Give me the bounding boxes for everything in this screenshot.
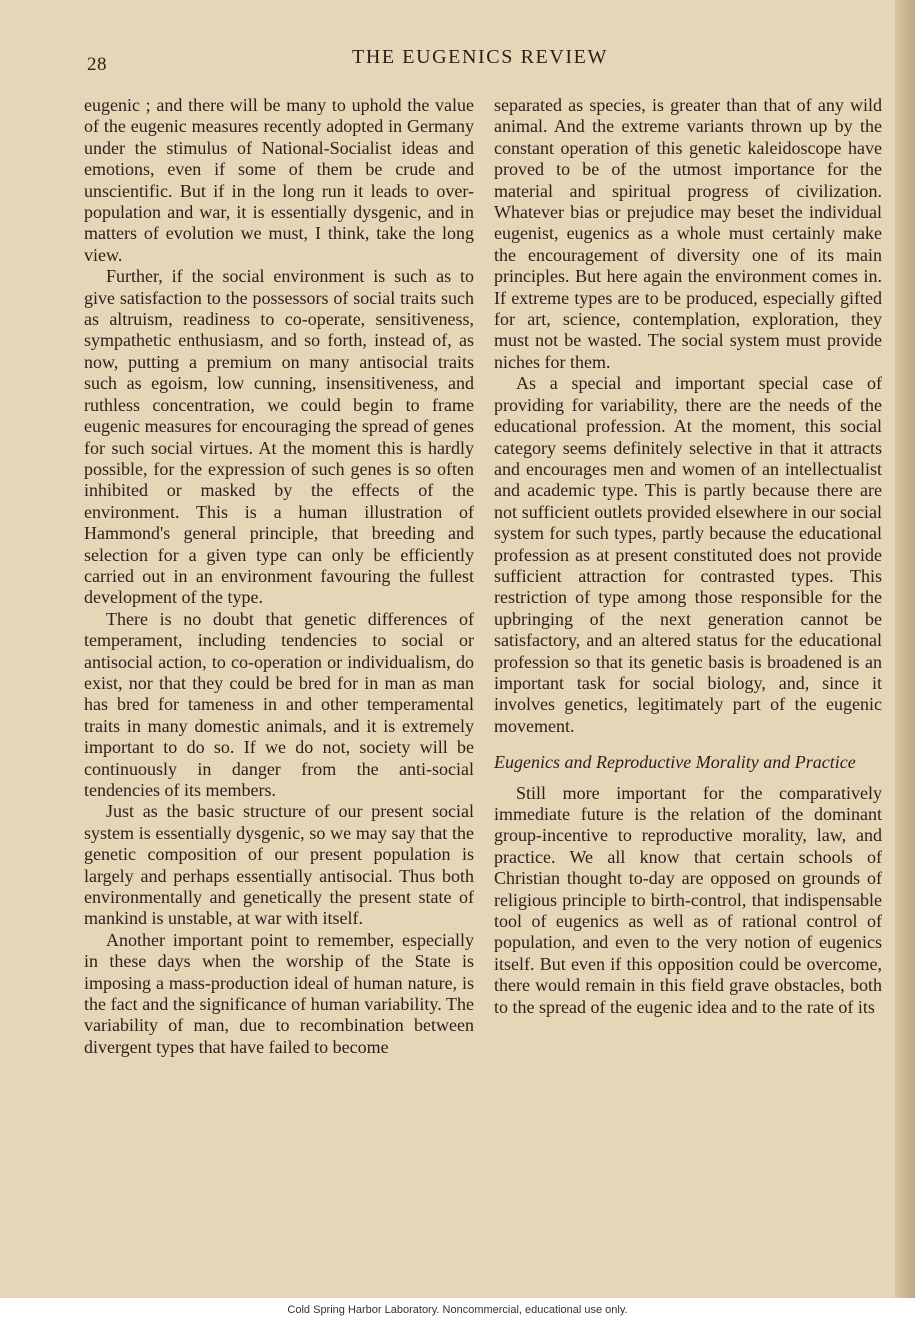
page-edge-shadow (895, 0, 915, 1298)
left-column (84, 95, 474, 1058)
paragraph: Still more important for the comparatively immediate future is the relation of the dominant group-incentive to reproductive morality, law, and practice. We all know that certain schools of Christian thought to-day are opposed on grounds of religious principle to birth-control, that indispensable tool of eugenics as well as of rational control of population, and even to the very notion of eugenics itself. But even if this opposition could be overcome, there would remain in this field grave obstacles, both to the spread of the eugenic idea and to the rate of its (494, 782, 882, 1017)
paragraph: separated as species, is greater than that of any wild animal. And the extreme variants thrown up by the constant operation of this genetic kaleidoscope have proved to be of the utmost importance for the material and spiritual progress of civilization. Whatever bias or prejudice may beset the individual eugenist, eugenics as a whole must certainly make the encouragement of diversity one of its main principles. But here again the environment comes in. If extreme types are to be produced, especially gifted for art, science, contemplation, exploration, they must not be wasted. The social system must provide niches for them. (494, 95, 882, 372)
running-head: THE EUGENICS REVIEW (352, 46, 608, 68)
paragraph: As a special and important special case of providing for variability, there are the needs of the educational profession. At the moment, this social category seems definitely selective in that it attracts and encourages men and women of an intellectualist and academic type. This is partly because there are not sufficient outlets provided elsewhere in our social system for such types, partly because the educational profession as at present constituted does not provide sufficient attraction for contrasted types. This restriction of type among those responsible for the upbringing of the next generation cannot be satisfactory, and an altered status for the educational profession so that its genetic basis is broadened is an important task for social biology, and, since it involves genetics, legitimately part of the eugenic movement. (494, 373, 882, 736)
paragraph: Another important point to remember, especially in these days when the worship of the State is imposing a mass-production ideal of human nature, is the fact and the significance of human variability. The variability of man, due to recombination between divergent types that have failed to become (84, 929, 474, 1057)
paragraph: Just as the basic structure of our present social system is essentially dysgenic, so we may say that the genetic composition of our present population is largely and perhaps essentially antisocial. Thus both environmentally and genetically the present state of mankind is unstable, at war with itself. (84, 801, 474, 929)
page-number: 28 (87, 54, 107, 75)
archive-footer: Cold Spring Harbor Laboratory. Noncommercial, educational use only. (0, 1298, 915, 1322)
section-heading: Eugenics and Reproductive Morality and Practice (494, 752, 856, 773)
paragraph: eugenic ; and there will be many to uphold the value of the eugenic measures recently adopted in Germany under the stimulus of National-Socialist ideas and emotions, even if some of them be crude and unscientific. But if in the long run it leads to over-population and war, it is essentially dysgenic, and in matters of evolution we must, I think, take the long view. (84, 95, 474, 265)
paragraph: There is no doubt that genetic differences of temperament, including tendencies to social or antisocial action, to co-operation or individualism, do exist, nor that they could be bred for in man as man has bred for tameness in and other temperamental traits in many domestic animals, and it is extremely important to do so. If we do not, society will be continuously in danger from the anti-social tendencies of its members. (84, 608, 474, 800)
paragraph: Further, if the social environment is such as to give satisfaction to the possessors of social traits such as altruism, readiness to co-operate, sensitiveness, sympathetic enthusiasm, and so forth, instead of, as now, putting a premium on many antisocial traits such as egoism, low cunning, insensitiveness, and ruthless concentration, we could begin to frame eugenic measures for encouraging the spread of genes for such social virtues. At the moment this is hardly possible, for the expression of such genes is so often inhibited or masked by the effects of the environment. This is a human illustration of Hammond's general principle, that breeding and selection for a given type can only be efficiently carried out in an environment favouring the fullest development of the type. (84, 266, 474, 608)
page-header (0, 40, 915, 76)
right-column (494, 95, 882, 1018)
